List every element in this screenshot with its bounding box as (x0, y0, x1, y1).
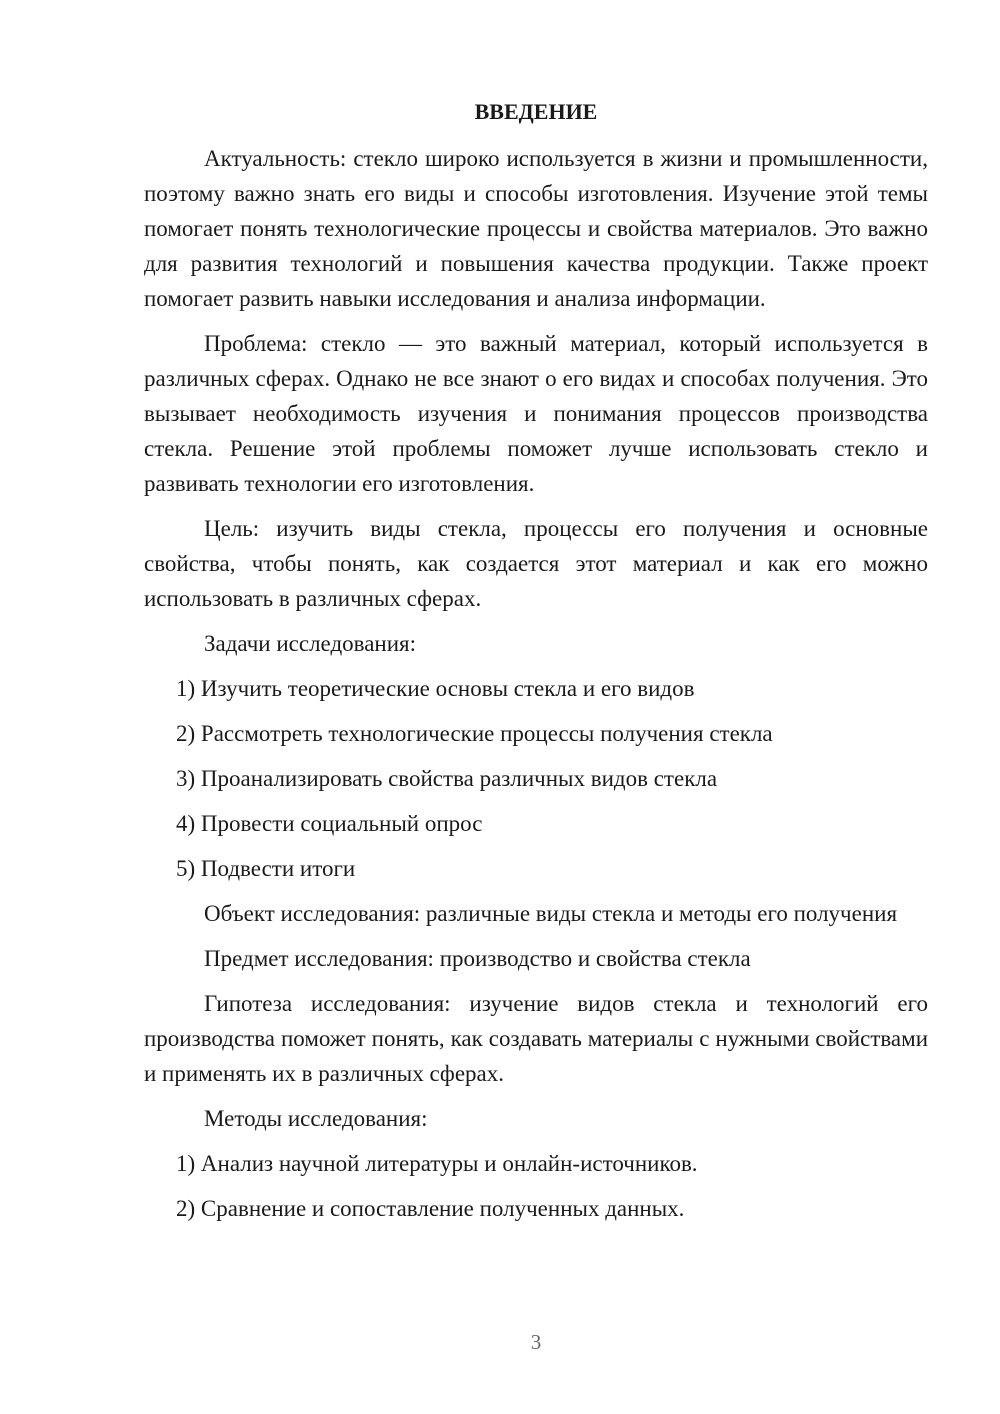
list-item: 1) Изучить теоретические основы стекла и его видов (176, 676, 695, 701)
hypothesis-paragraph: Гипотеза исследования: изучение видов стекла и технологий его производства поможет понять, как создавать материалы с нужными свойствами и применять их в различных сферах. (144, 991, 928, 1086)
list-item: 2) Сравнение и сопоставление полученных данных. (176, 1196, 685, 1221)
methods-heading: Методы исследования: (204, 1106, 428, 1131)
methods-list (144, 1146, 928, 1226)
problem-paragraph: Проблема: стекло — это важный материал, который используется в различных сферах. Однако не все знают о его видах и способах получения. Это вызывает необходимость изучения и понимания процессов производства стекла. Решение этой проблемы поможет лучше использовать стекло и развивать технологии его изготовления. (144, 331, 928, 496)
relevance-paragraph: Актуальность: стекло широко используется в жизни и промышленности, поэтому важно знать его виды и способы изготовления. Изучение этой темы помогает понять технологические процессы и свойства материалов. Это важно для развития технологий и повышения качества продукции. Также проект помогает развить навыки исследования и анализа информации. (144, 146, 928, 311)
page-content (144, 94, 928, 1236)
tasks-list (144, 671, 928, 886)
page-number: 3 (530, 1330, 542, 1354)
subject-paragraph: Предмет исследования: производство и свойства стекла (204, 946, 751, 971)
list-item: 3) Проанализировать свойства различных видов стекла (176, 766, 718, 791)
list-item: 4) Провести социальный опрос (176, 811, 483, 836)
section-title: ВВЕДЕНИЕ (474, 99, 598, 124)
list-item: 2) Рассмотреть технологические процессы получения стекла (176, 721, 773, 746)
tasks-heading: Задачи исследования: (204, 631, 417, 656)
object-paragraph: Объект исследования: различные виды стекла и методы его получения (204, 901, 898, 926)
list-item: 1) Анализ научной литературы и онлайн-источников. (176, 1151, 698, 1176)
goal-paragraph: Цель: изучить виды стекла, процессы его получения и основные свойства, чтобы понять, как создается этот материал и как его можно использовать в различных сферах. (144, 516, 928, 611)
list-item: 5) Подвести итоги (176, 856, 356, 881)
